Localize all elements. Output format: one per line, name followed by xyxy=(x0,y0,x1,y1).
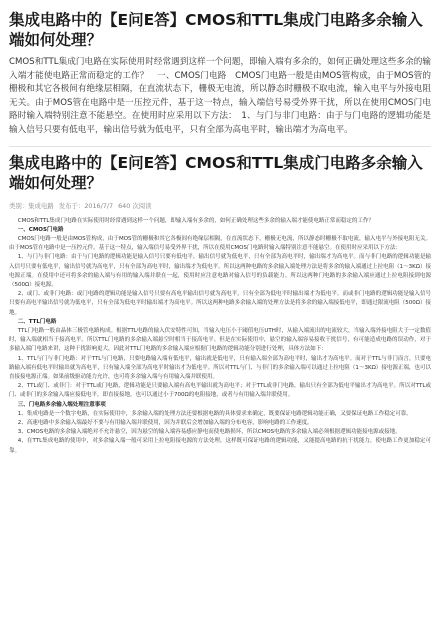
meta-date: 发布于：2016/7/7 xyxy=(58,201,114,210)
meta-category[interactable]: 类别：集成电路 xyxy=(9,201,54,210)
summary-title: 集成电路中的【E问E答】CMOS和TTL集成门电路多余输入端如何处理？ xyxy=(9,11,423,49)
paragraph: 4、在TTL集成电路的使用中，对多余输入端一般可采用上拉电阻接电源的方法处理，这样既可保证电路的逻辑功能，又能提高电路的抗干扰能力，使电路工作更加稳定可靠。 xyxy=(9,438,431,454)
summary-text: CMOS和TTL集成门电路在实际使用时经常遇到这样一个问题，即输入端有多余的，如何正确处理这些多余的输入端才能使电路正常而稳定的工作？ 一、CMOS门电路 CMOS门电路一般是由MOS管构成，由于MOS管的栅极和其它各极间有绝缘层相隔，在直流状态下，栅极无电流，所以静态时栅极不取电流，输入电平与外接电阻无关。由于MOS管在电路中是一压控元件，基于这一特点，输入端信号易受外界干扰，所以在使用CMOS门电路时输入端特别注意不能悬空。在使用时应采用以下方法： 1、与门与非门电路：由于与门电路的逻辑功能是输入信号只要有低电平，输出信号就为低电平，只有全部为高电平时，输出端才为高电平。 xyxy=(9,57,431,135)
paragraph: 2、或门、或非门电路：或门电路的逻辑功能是输入信号只要有高电平输出信号就为高电平，只有全部为低电平时输出端才为低电平。而或非门电路的逻辑功能是输入信号只要有高电平输出信号就为低电平，只有全部为低电平时输出端才为高电平。所以这两种电路多余输入端的处理方法是将多余的输入端接低电平，即通过限流电阻（500Ω）接地。 xyxy=(9,291,431,316)
paragraph: CMOS门电路一般是由MOS管构成，由于MOS管的栅极和其它各极间有绝缘层相隔，在直流状态下，栅极无电流，所以静态时栅极不取电流，输入电平与外接电阻无关。由于MOS管在电路中是一压控元件，基于这一特点，输入端信号易受外界干扰，所以在使用CMOS门电路时输入端特别注意不能悬空。在使用时应采用以下方法： xyxy=(9,235,431,252)
paragraph: 1、集成电路是一个数字电路，在实际使用中，多余输入端的处理方法还要根据电路的具体要求来确定，既要保证电路逻辑功能正确，又要保证电路工作稳定可靠。 xyxy=(17,410,412,417)
meta-views: 640 次阅读 xyxy=(118,201,152,210)
section-heading: 三、门电路多余输入端处理注意事项 xyxy=(17,401,106,408)
paragraph: CMOS和TTL集成门电路在实际使用时经常遇到这样一个问题，即输入端有多余的，如何正确处理这些多余的输入端才能使电路正常而稳定的工作？ xyxy=(17,217,374,224)
section-heading: 一、CMOS门电路 xyxy=(17,226,64,233)
article-title: 集成电路中的【E问E答】CMOS和TTL集成门电路多余输入端如何处理？ xyxy=(9,153,423,192)
paragraph: 2、高速电路中多余输入端最好不要与有用输入端并联使用，因为并联后会增加输入端的分布电容，影响电路的工作速度。 xyxy=(17,420,313,427)
paragraph: TTL门电路一般由晶体三极管电路构成。根据TTL电路的输入伏安特性可知，当输入电压小于阈值电压UTH时，从输入端流出的电流较大，当输入端外接电阻大于一定数值时，输入端就相当于接高电平。所以TTL门电路的多余输入端悬空时相当于接高电平。但是在实际使用中，悬空的输入端容易接收干扰信号，有可能造成电路的误动作，对于多输入端门电路来讲，这种干扰影响更大，因此对TTL门电路的多余输入端应根据门电路的逻辑功能分别进行处理，具体方法如下： xyxy=(9,328,431,353)
section-heading: 二、TTL门电路 xyxy=(17,318,57,325)
article-body xyxy=(9,217,431,456)
paragraph: 1、与门与非门电路：由于与门电路的逻辑功能是输入信号只要有低电平，输出信号就为低电平，只有全部为高电平时，输出端才为高电平。而与非门电路的逻辑功能是输入信号只要有低电平，输出信号就为高电平，只有全部为高电平时，输出端才为低电平。所以这两种电路的多余输入端处理方法是将多余的输入端通过上拉电阻（1～3KΩ）接电源正端。在使用中还可将多余的输入端与有用的输入端并联在一起，使用时应注意电路对输入信号的负载能力。所以这两种门电路的多余输入端应通过上拉电阻接到电源（500Ω）接电源。 xyxy=(9,254,431,288)
paragraph: 2、TTL或门、或非门：对于TTL或门电路，逻辑功能是只要输入端有高电平输出就为高电平；对于TTL或非门电路，输出只有全部为低电平输出才为高电平。所以对TTL或门、或非门的多余输入端应接低电平，即直接接地，也可以通过小于700Ω的电阻接地，或者与有用输入端并联使用。 xyxy=(9,383,431,399)
paragraph: 3、CMOS电路的多余输入端绝对不允许悬空，因为悬空的输入端容易感应静电而使电路损坏，所以CMOS电路的多余输入端必须根据逻辑功能接电源或接地。 xyxy=(17,429,401,436)
article-meta xyxy=(9,201,431,211)
paragraph: 1、TTL与门与非门电路：对于TTL与门电路，只要电路输入端有低电平，输出就是低电平，只有输入端全部为高电平时，输出才为高电平。而对于TTL与非门而言，只要电路输入端有低电平时输出就为高电平，只有输入端全部为高电平时输出才为低电平。所以对TTL与门、与非门的多余输入端可以通过上拉电阻（1～3KΩ）接电源正端，也可以直接接电源正端。如果前级驱动能力允许，也可将多余输入端与有用输入端并联使用。 xyxy=(9,355,431,381)
section-divider xyxy=(9,146,431,147)
